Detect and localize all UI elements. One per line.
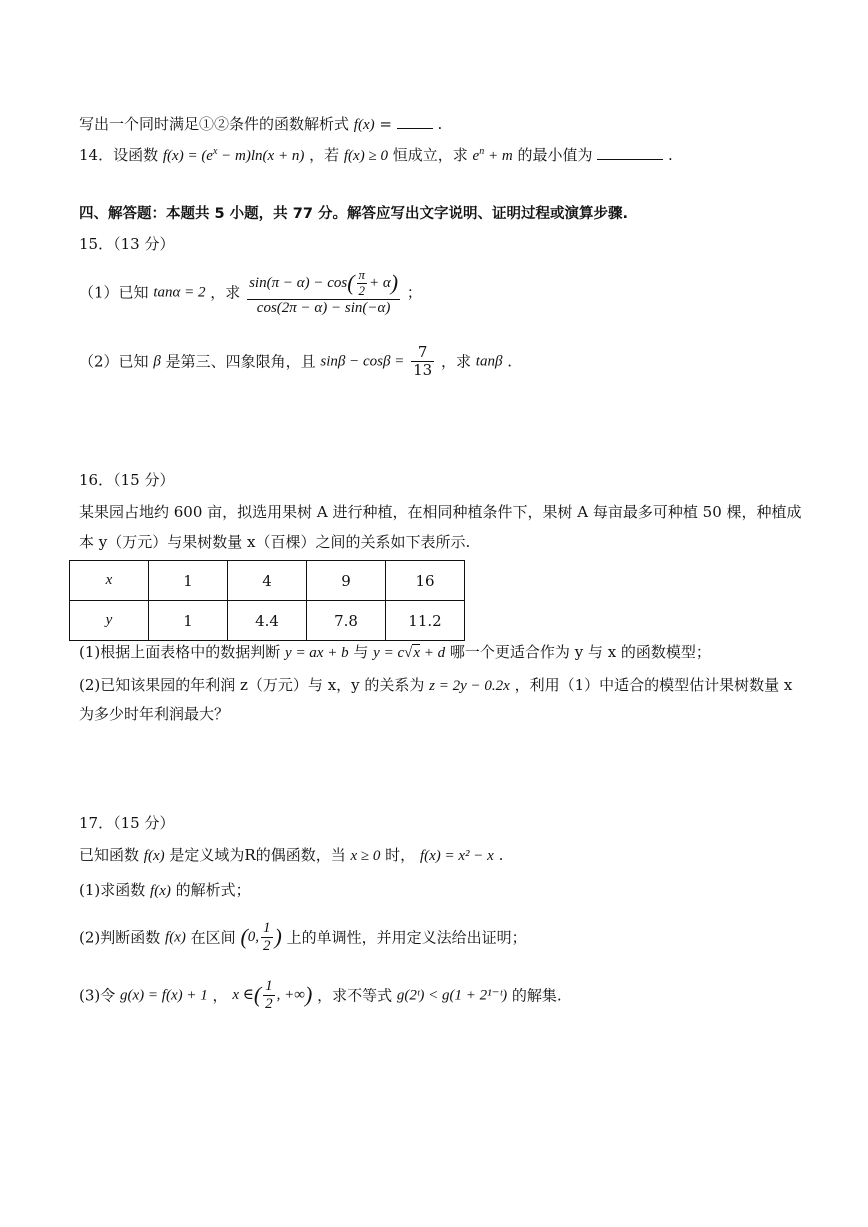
table-cell: 11.2	[386, 601, 465, 641]
table-cell: 7.8	[307, 601, 386, 641]
q15-p2-prefix: （2）已知	[79, 352, 149, 371]
q17-p3-domain: x ∈( $\frac{1}{2}$ , +∞)	[232, 978, 313, 1013]
table-row	[70, 561, 465, 601]
q17-p3-inequality: g(2ᵗ) < g(1 + 2¹⁻ᵗ)	[396, 987, 508, 1004]
table-cell: 4	[228, 561, 307, 601]
q17-intro-equation: f(x) = x² − x	[419, 848, 494, 864]
q15-p2-target: tanβ	[475, 353, 503, 370]
q14-mid2: 恒成立，求	[392, 146, 468, 164]
q17-p2-mid: 在区间	[190, 928, 236, 947]
q14-answer-blank[interactable]	[597, 147, 663, 160]
q16-description-line1: 某果园占地约 600 亩，拟选用果树 A 进行种植，在相同种植条件下，果树 A 每亩最多可种植 50 棵，种植成	[79, 503, 802, 521]
q14-number: 14．设函数	[79, 146, 159, 164]
q16-part2-line2: 为多少时年利润最大？	[79, 705, 230, 723]
q17-intro-mid: 是定义域为R的偶函数，当	[169, 846, 346, 864]
q17-intro-prefix: 已知函数	[79, 846, 140, 864]
q17-p3-definition: g(x) = f(x) + 1	[120, 987, 208, 1004]
q13-eq: =	[379, 115, 392, 133]
q17-p2-prefix: (2)判断函数	[79, 928, 161, 947]
q17-p2-tail: 上的单调性，并用定义法给出证明；	[286, 928, 527, 947]
q17-intro	[79, 845, 503, 866]
q14-mid: ，若	[309, 146, 340, 164]
table-cell: 9	[307, 561, 386, 601]
table-row	[70, 601, 465, 641]
table-cell: 1	[149, 601, 228, 641]
q17-p3-sep: ，	[212, 986, 228, 1005]
q17-part3	[79, 978, 562, 1014]
q16-p2-prefix: (2)已知该果园的年利润 z（万元）与 x，y 的关系为	[79, 676, 425, 694]
q17-p2-fx: f(x)	[165, 929, 186, 946]
q17-p2-interval: (0, $\frac{1}{2}$ )	[240, 920, 282, 955]
q16-header: 16．（15 分）	[79, 471, 175, 489]
q15-part1	[79, 268, 422, 317]
table-cell: 16	[386, 561, 465, 601]
q15-p2-condition: sinβ − cosβ =	[320, 353, 405, 370]
q17-part1	[79, 880, 251, 901]
q16-p1-model1: y = ax + b	[285, 645, 349, 661]
q17-p3-mid: ，求不等式	[317, 986, 393, 1005]
q13-answer-line	[79, 114, 442, 135]
q14-condition: f(x) ≥ 0	[343, 148, 388, 164]
q15-p1-prefix: （1）已知	[79, 283, 149, 302]
q17-header: 17．（15 分）	[79, 814, 175, 832]
q16-p2-equation: z = 2y − 0.2x	[429, 678, 510, 694]
q14-end: .	[668, 146, 673, 164]
table-cell: 4.4	[228, 601, 307, 641]
q15-part2	[79, 344, 512, 380]
q14-line	[79, 145, 673, 166]
q15-p1-denominator: cos(2π − α) − sin(−α)	[256, 299, 391, 316]
q17-p1-fx: f(x)	[150, 883, 171, 899]
q17-intro-mid2: 时，	[385, 846, 416, 864]
table-cell: 1	[149, 561, 228, 601]
q16-data-table	[69, 560, 465, 641]
section-4-heading: 四、解答题：本题共 5 小题，共 77 分。解答应写出文字说明、证明过程或演算步骤.	[79, 206, 628, 222]
q14-tail: 的最小值为	[517, 146, 593, 164]
q16-part2	[79, 675, 792, 696]
q17-part2	[79, 920, 527, 956]
q15-p2-tail: ，求	[440, 352, 471, 371]
q16-p1-prefix: (1)根据上面表格中的数据判断	[79, 643, 281, 661]
q17-intro-end: .	[498, 846, 504, 864]
q15-p2-end: .	[507, 352, 512, 371]
q17-p1-prefix: (1)求函数	[79, 881, 146, 899]
q13-answer-blank[interactable]	[397, 116, 433, 129]
q15-p2-fraction: $\frac{7}{13}$	[413, 343, 433, 380]
q15-p1-end: ；	[406, 283, 422, 302]
q13-fx: f(x)	[353, 117, 375, 133]
q16-part1	[79, 642, 711, 663]
q15-p1-fraction	[247, 268, 400, 317]
q15-p1-numerator: sin(π − α) − cos( $\frac{\pi}{2}$ + α)	[249, 267, 399, 298]
q13-prompt: 写出一个同时满足①②条件的函数解析式	[79, 115, 350, 133]
q16-p1-tail: 哪一个更适合作为 y 与 x 的函数模型；	[449, 643, 711, 661]
q17-intro-condition: x ≥ 0	[350, 848, 381, 864]
table-cell: x	[70, 561, 149, 601]
q14-function: $f(x) = (e^x - m)\ln(x + n)$	[162, 146, 305, 164]
q17-p3-prefix: (3)令	[79, 986, 116, 1005]
q15-p1-mid: ，求	[210, 283, 241, 302]
q16-p2-tail: ，利用（1）中适合的模型估计果树数量 x	[514, 676, 793, 694]
q17-p3-tail: 的解集.	[511, 986, 562, 1005]
q16-p1-and: 与	[353, 643, 369, 661]
q17-intro-fx: f(x)	[143, 848, 165, 864]
q14-expression: $e^n + m$	[472, 146, 513, 164]
q15-p2-mid: 是第三、四象限角，且	[165, 352, 316, 371]
q16-description-line2: 本 y（万元）与果树数量 x（百棵）之间的关系如下表所示.	[79, 533, 471, 551]
q16-p1-model2: y = c√x + d	[373, 645, 446, 661]
q17-p1-tail: 的解析式；	[175, 881, 251, 899]
q15-p1-condition: tanα = 2	[153, 284, 206, 301]
q13-end: .	[437, 115, 443, 133]
table-cell: y	[70, 601, 149, 641]
q15-p2-beta: β	[153, 353, 161, 370]
q15-header: 15．（13 分）	[79, 235, 175, 253]
